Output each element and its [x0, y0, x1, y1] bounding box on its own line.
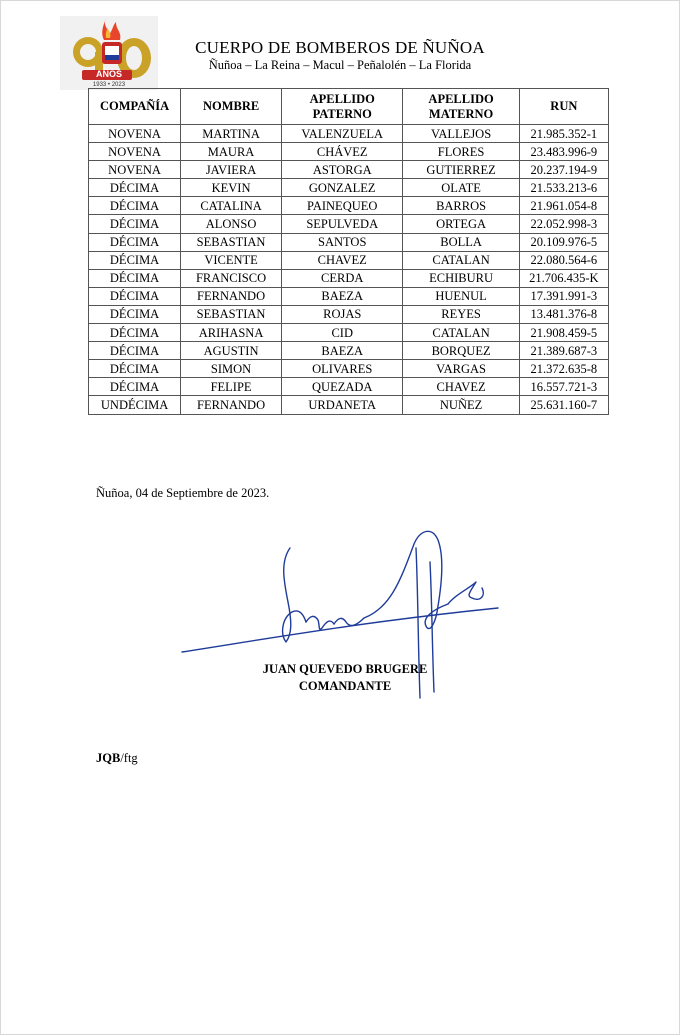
company-cell: DÉCIMA	[89, 179, 181, 197]
maternal-surname-cell: VALLEJOS	[403, 125, 519, 143]
initials-bold: JQB	[96, 751, 121, 765]
company-cell: DÉCIMA	[89, 360, 181, 378]
table-row	[89, 197, 609, 215]
paternal-surname-cell: URDANETA	[281, 396, 402, 414]
first-name-cell: KEVIN	[181, 179, 282, 197]
first-name-cell: ALONSO	[181, 215, 282, 233]
org-subtitle: Ñuñoa – La Reina – Macul – Peñalolén – La Florida	[208, 58, 472, 72]
first-name-cell: FERNANDO	[181, 396, 282, 414]
run-cell: 13.481.376-8	[519, 305, 608, 323]
column-header: APELLIDO PATERNO	[281, 89, 402, 125]
paternal-surname-cell: BAEZA	[281, 342, 402, 360]
column-header: APELLIDO MATERNO	[403, 89, 519, 125]
run-cell: 17.391.991-3	[519, 287, 608, 305]
paternal-surname-cell: QUEZADA	[281, 378, 402, 396]
run-cell: 25.631.160-7	[519, 396, 608, 414]
company-cell: DÉCIMA	[89, 215, 181, 233]
table-row	[89, 125, 609, 143]
maternal-surname-cell: GUTIERREZ	[403, 161, 519, 179]
first-name-cell: MARTINA	[181, 125, 282, 143]
table-row	[89, 396, 609, 414]
volunteer-roster-table	[88, 88, 609, 415]
column-header: NOMBRE	[181, 89, 282, 125]
table-row	[89, 233, 609, 251]
table-row	[89, 324, 609, 342]
first-name-cell: SIMON	[181, 360, 282, 378]
first-name-cell: FRANCISCO	[181, 269, 282, 287]
paternal-surname-cell: OLIVARES	[281, 360, 402, 378]
logo-text	[60, 69, 158, 90]
maternal-surname-cell: CHAVEZ	[403, 378, 519, 396]
paternal-surname-cell: VALENZUELA	[281, 125, 402, 143]
table-row	[89, 269, 609, 287]
run-cell: 21.961.054-8	[519, 197, 608, 215]
run-cell: 20.237.194-9	[519, 161, 608, 179]
paternal-surname-cell: CERDA	[281, 269, 402, 287]
paternal-surname-cell: SEPULVEDA	[281, 215, 402, 233]
paternal-surname-cell: CHÁVEZ	[281, 143, 402, 161]
maternal-surname-cell: REYES	[403, 305, 519, 323]
company-cell: DÉCIMA	[89, 305, 181, 323]
run-cell: 16.557.721-3	[519, 378, 608, 396]
run-cell: 21.372.635-8	[519, 360, 608, 378]
paternal-surname-cell: ROJAS	[281, 305, 402, 323]
paternal-surname-cell: GONZALEZ	[281, 179, 402, 197]
company-cell: NOVENA	[89, 125, 181, 143]
table-header-row	[89, 89, 609, 125]
run-cell: 21.706.435-K	[519, 269, 608, 287]
run-cell: 20.109.976-5	[519, 233, 608, 251]
reference-initials	[96, 751, 138, 766]
column-header: COMPAÑÍA	[89, 89, 181, 125]
table-row	[89, 305, 609, 323]
company-cell: UNDÉCIMA	[89, 396, 181, 414]
maternal-surname-cell: BOLLA	[403, 233, 519, 251]
run-cell: 22.080.564-6	[519, 251, 608, 269]
maternal-surname-cell: CATALAN	[403, 324, 519, 342]
first-name-cell: SEBASTIAN	[181, 305, 282, 323]
signer-block	[250, 661, 440, 695]
paternal-surname-cell: SANTOS	[281, 233, 402, 251]
table-row	[89, 143, 609, 161]
place-and-date: Ñuñoa, 04 de Septiembre de 2023.	[96, 486, 270, 500]
paternal-surname-cell: PAINEQUEO	[281, 197, 402, 215]
table-body	[89, 125, 609, 415]
run-cell: 21.908.459-5	[519, 324, 608, 342]
maternal-surname-cell: VARGAS	[403, 360, 519, 378]
table-row	[89, 251, 609, 269]
run-cell: 21.533.213-6	[519, 179, 608, 197]
maternal-surname-cell: NUÑEZ	[403, 396, 519, 414]
table-row	[89, 215, 609, 233]
paternal-surname-cell: BAEZA	[281, 287, 402, 305]
company-cell: DÉCIMA	[89, 233, 181, 251]
table-row	[89, 287, 609, 305]
logo-years: 1933 • 2023	[92, 82, 126, 88]
first-name-cell: SEBASTIAN	[181, 233, 282, 251]
company-cell: NOVENA	[89, 161, 181, 179]
company-cell: DÉCIMA	[89, 324, 181, 342]
paternal-surname-cell: ASTORGA	[281, 161, 402, 179]
run-cell: 21.389.687-3	[519, 342, 608, 360]
maternal-surname-cell: BORQUEZ	[403, 342, 519, 360]
company-cell: DÉCIMA	[89, 378, 181, 396]
first-name-cell: CATALINA	[181, 197, 282, 215]
table-row	[89, 161, 609, 179]
run-cell: 21.985.352-1	[519, 125, 608, 143]
company-cell: DÉCIMA	[89, 251, 181, 269]
letterhead	[170, 39, 510, 72]
first-name-cell: FELIPE	[181, 378, 282, 396]
logo-word: AÑOS	[95, 69, 122, 79]
signer-name: JUAN QUEVEDO BRUGERE	[262, 662, 428, 676]
signer-title: COMANDANTE	[298, 679, 392, 693]
maternal-surname-cell: FLORES	[403, 143, 519, 161]
company-cell: DÉCIMA	[89, 269, 181, 287]
paternal-surname-cell: CID	[281, 324, 402, 342]
company-cell: DÉCIMA	[89, 197, 181, 215]
maternal-surname-cell: OLATE	[403, 179, 519, 197]
first-name-cell: MAURA	[181, 143, 282, 161]
maternal-surname-cell: HUENUL	[403, 287, 519, 305]
maternal-surname-cell: CATALAN	[403, 251, 519, 269]
maternal-surname-cell: ORTEGA	[403, 215, 519, 233]
maternal-surname-cell: ECHIBURU	[403, 269, 519, 287]
initials-rest: /ftg	[120, 751, 138, 765]
column-header: RUN	[519, 89, 608, 125]
paternal-surname-cell: CHAVEZ	[281, 251, 402, 269]
first-name-cell: JAVIERA	[181, 161, 282, 179]
company-cell: DÉCIMA	[89, 287, 181, 305]
table-row	[89, 378, 609, 396]
first-name-cell: ARIHASNA	[181, 324, 282, 342]
run-cell: 23.483.996-9	[519, 143, 608, 161]
org-name: CUERPO DE BOMBEROS DE ÑUÑOA	[195, 38, 485, 57]
first-name-cell: AGUSTIN	[181, 342, 282, 360]
company-cell: DÉCIMA	[89, 342, 181, 360]
table-row	[89, 179, 609, 197]
first-name-cell: FERNANDO	[181, 287, 282, 305]
table-row	[89, 360, 609, 378]
company-cell: NOVENA	[89, 143, 181, 161]
anniversary-logo	[60, 16, 158, 90]
run-cell: 22.052.998-3	[519, 215, 608, 233]
first-name-cell: VICENTE	[181, 251, 282, 269]
table-row	[89, 342, 609, 360]
maternal-surname-cell: BARROS	[403, 197, 519, 215]
